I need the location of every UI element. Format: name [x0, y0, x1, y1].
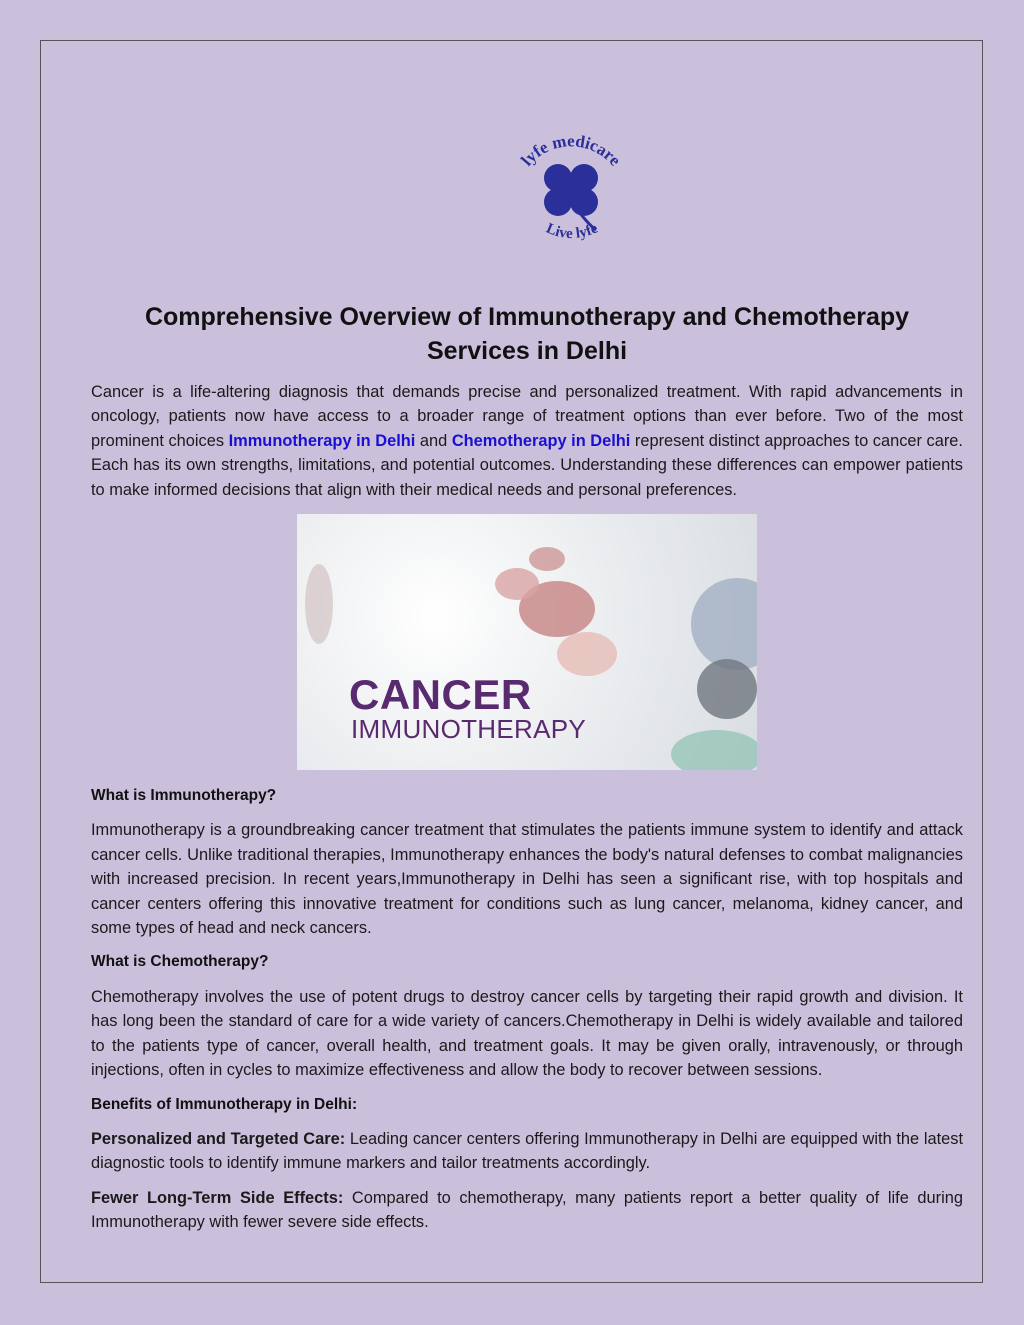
hero-image — [297, 514, 757, 770]
article-body — [91, 380, 963, 1245]
benefit-side-effects — [91, 1186, 963, 1235]
intro-text-2: and — [415, 431, 452, 450]
benefit-personalized — [91, 1127, 963, 1176]
chemotherapy-heading: What is Chemotherapy? — [91, 953, 269, 971]
title-line-1: Comprehensive Overview of Immunotherapy and Chemotherapy — [144, 303, 910, 331]
svg-text:lyfe medicare: lyfe medicare — [517, 131, 625, 170]
intro-paragraph — [91, 380, 963, 502]
svg-text:Live lyfe: Live lyfe — [543, 220, 601, 243]
benefit-2-lead: Fewer Long-Term Side Effects: — [91, 1188, 344, 1207]
chemotherapy-paragraph: Chemotherapy involves the use of potent drugs to destroy cancer cells by targeting their rapid growth and division. It has long been the standard of care for a wide variety of cancers.Chemotherapy in Delhi is widely available and tailored to the patients type of cancer, overall health, and treatment goals. It may be given orally, intravenously, or through injections, often in cycles to maximize effectiveness and allow the body to recover between sessions. — [91, 987, 963, 1080]
title-line-2: Services in Delhi — [426, 337, 628, 365]
immunotherapy-heading: What is Immunotherapy? — [91, 787, 277, 805]
benefit-1-lead: Personalized and Targeted Care: — [91, 1129, 346, 1148]
immunotherapy-paragraph: Immunotherapy is a groundbreaking cancer treatment that stimulates the patients immune system to identify and attack cancer cells. Unlike traditional therapies, Immunotherapy enhances the body's natural defenses to combat malignancies with increased precision. In recent years,Immunotherapy in Delhi has seen a significant rise, with top hospitals and cancer centers offering this innovative treatment for conditions such as lung cancer, melanoma, kidney cancer, and some types of head and neck cancers. — [91, 821, 963, 938]
hero-subtitle: IMMUNOTHERAPY — [351, 714, 587, 745]
intro-text-3: represent distinct approaches to cancer care. Each has its own strengths, limitations, and potential outcomes. Understanding these differences can empower patients to make informed decisions that align with their medical needs and personal preferences. — [91, 431, 963, 499]
page-title — [91, 300, 963, 368]
benefits-heading: Benefits of Immunotherapy in Delhi: — [91, 1095, 358, 1113]
benefit-1-body: Leading cancer centers offering Immunotherapy in Delhi are equipped with the latest diagnostic tools to identify immune markers and tailor treatments accordingly. — [91, 1129, 963, 1173]
clover-icon — [544, 164, 598, 230]
intro-text-1: Cancer is a life-altering diagnosis that demands precise and personalized treatment. With rapid advancements in oncology, patients now have access to a broader range of treatment options than ever before. Two of the most prominent choices — [91, 383, 963, 450]
chemotherapy-link[interactable]: Chemotherapy in Delhi — [451, 431, 631, 450]
benefit-2-body: Compared to chemotherapy, many patients report a better quality of life during Immunotherapy with fewer severe side effects. — [91, 1188, 963, 1232]
lyfe-medicare-logo — [496, 128, 646, 258]
hero-title: CANCER — [349, 671, 532, 719]
immunotherapy-link[interactable]: Immunotherapy in Delhi — [228, 431, 416, 450]
